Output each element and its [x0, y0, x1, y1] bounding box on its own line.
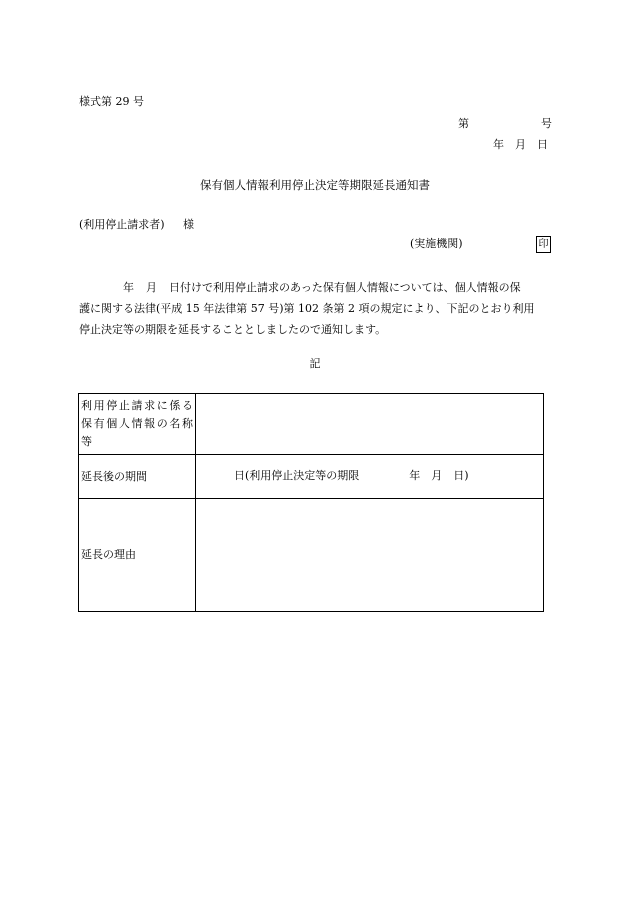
table-row — [79, 499, 544, 612]
label-line: 保有個人情報の名称 — [81, 417, 193, 430]
period-prefix: 日(利用停止決定等の期限 — [234, 469, 360, 482]
date-day: 日 — [537, 138, 548, 151]
body-line-1 — [79, 277, 547, 298]
form-number: 様式第 29 号 — [79, 95, 144, 108]
document-number-prefix: 第 — [458, 117, 469, 130]
document-number-suffix: 号 — [541, 117, 552, 130]
personal-info-name-value[interactable] — [196, 394, 544, 455]
extension-reason-label: 延長の理由 — [79, 499, 196, 612]
period-deadline-date: 年 月 日) — [409, 469, 469, 482]
date-month: 月 — [515, 138, 526, 151]
seal-stamp: 印 — [536, 236, 551, 253]
body-line-1-rest: 日付けで利用停止請求のあった保有個人情報については、個人情報の保 — [169, 281, 521, 294]
body-line-2: 護に関する法律(平成 15 年法律第 57 号)第 102 条第 2 項の規定により、下記のとおり利用 — [79, 302, 535, 315]
table-row — [79, 394, 544, 455]
body-year: 年 — [123, 281, 134, 294]
addressee-honorific: 様 — [183, 218, 194, 231]
body-line-3: 停止決定等の期限を延長することとしましたので通知します。 — [79, 323, 387, 336]
body-month: 月 — [146, 281, 157, 294]
body-paragraph — [79, 277, 547, 340]
addressee-name: (利用停止請求者) — [79, 218, 165, 231]
label-line: 利用停止請求に係る — [81, 399, 193, 412]
label-line: 等 — [81, 435, 92, 448]
issue-date — [493, 138, 548, 152]
issuer-label: (実施機関) — [410, 237, 463, 250]
extended-period-value[interactable] — [196, 455, 544, 499]
date-year: 年 — [493, 138, 504, 151]
personal-info-name-label — [79, 394, 196, 455]
document-title: 保有個人情報利用停止決定等期限延長通知書 — [200, 178, 430, 192]
table-row — [79, 455, 544, 499]
extension-reason-value[interactable] — [196, 499, 544, 612]
extended-period-label: 延長後の期間 — [79, 455, 196, 499]
details-table — [78, 393, 544, 612]
ki-heading: 記 — [309, 357, 321, 370]
